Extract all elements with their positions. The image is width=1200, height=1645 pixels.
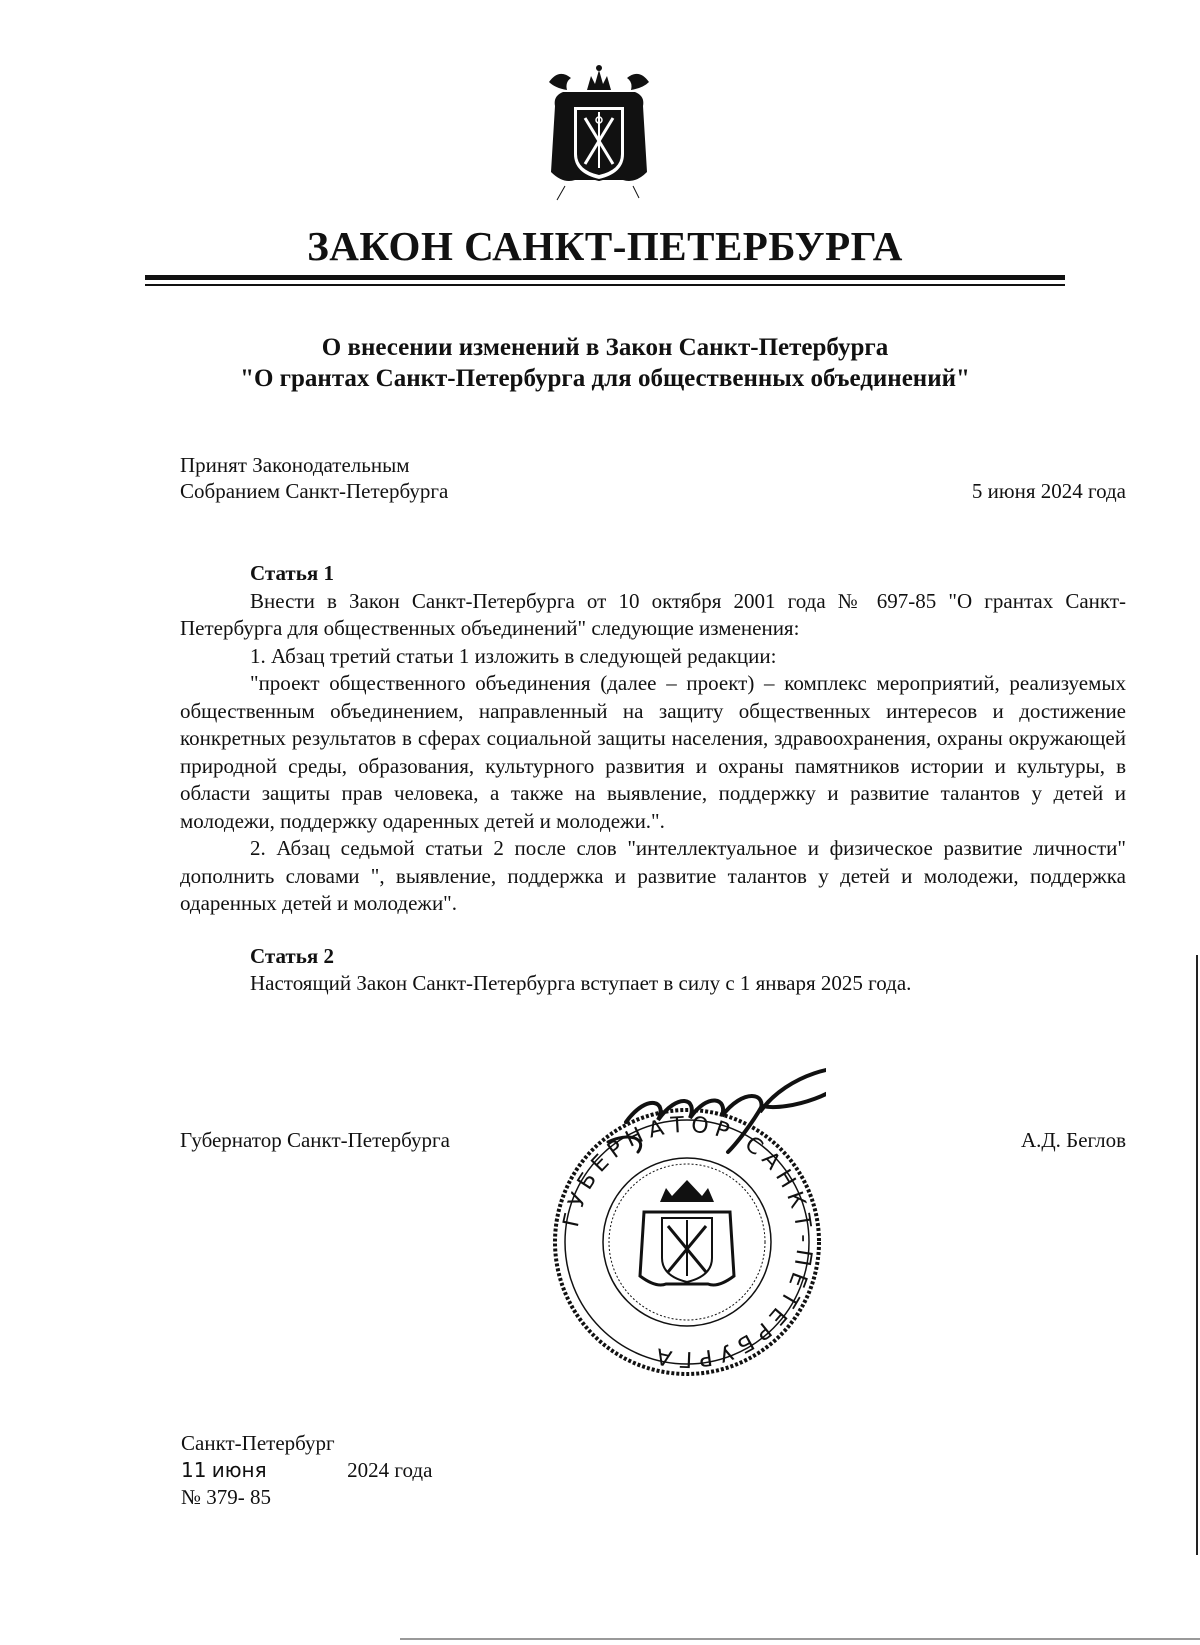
scan-bottom-line xyxy=(400,1638,1200,1640)
document-heading: ЗАКОН САНКТ-ПЕТЕРБУРГА xyxy=(307,223,903,269)
footer-number: № 379- 85 xyxy=(181,1485,272,1509)
subtitle-line-1: О внесении изменений в Закон Санкт-Петербурга xyxy=(321,334,889,361)
article-2-text: Настоящий Закон Санкт-Петербурга вступает в силу с 1 января 2025 года. xyxy=(250,971,912,995)
article-1-item-1-quote: "проект общественного объединения (далее – проект) – комплекс мероприятий, реализуемых общественным объединением, направленный на защиту общественных интересов и достижение конкретных результатов в сферах социальной защиты населения, здравоохранения, охраны окружающей природной среды, образования, культурного развития и охраны памятников истории и культуры, в области защиты прав человека, а также на выявление, поддержку и развитие талантов у детей и молодежи, поддержку одаренных детей и молодежи.". xyxy=(180,671,1126,833)
governor-name: А.Д. Беглов xyxy=(1020,1128,1126,1152)
seal-emblem-icon xyxy=(640,1180,734,1285)
adopted-by xyxy=(180,452,448,504)
adopted-line-1: Принят Законодательным xyxy=(180,453,410,477)
footer-day: 11 xyxy=(181,1458,207,1482)
footer-year: 2024 года xyxy=(347,1458,433,1482)
heading-rule-thin xyxy=(145,284,1065,286)
footer-date xyxy=(181,1457,432,1484)
article-1-title: Статья 1 xyxy=(250,561,334,585)
svg-text:ГУБЕРНАТОР САНКТ-ПЕТЕРБУРГА: ГУБЕРНАТОР САНКТ-ПЕТЕРБУРГА xyxy=(558,1112,817,1372)
governor-seal xyxy=(548,1062,826,1380)
adopted-date: 5 июня 2024 года xyxy=(971,479,1126,503)
article-2-title: Статья 2 xyxy=(250,943,334,968)
heading-rule-thick xyxy=(145,275,1065,280)
adopted-line-2: Собранием Санкт-Петербурга xyxy=(180,479,449,503)
footer-month: июня xyxy=(211,1458,267,1482)
article-1-item-1: 1. Абзац третий статьи 1 изложить в следующей редакции: xyxy=(250,643,777,668)
footer-city: Санкт-Петербург xyxy=(181,1431,335,1455)
subtitle-line-2: "О грантах Санкт-Петербурга для общественных объединений" xyxy=(240,365,970,392)
article-1-intro: Внести в Закон Санкт-Петербурга от 10 октября 2001 года № 697-85 "О грантах Санкт-Петербурга для общественных объединений" следующие изменения: xyxy=(180,588,1126,640)
coat-of-arms-icon xyxy=(535,62,663,202)
article-1-item-2: 2. Абзац седьмой статьи 2 после слов "интеллектуальное и физическое развитие личности" дополнить словами ", выявление, поддержка и развитие талантов у детей и молодежи, поддержка одаренных детей и молодежи". xyxy=(180,836,1126,915)
law-subtitle xyxy=(145,332,1065,394)
footer-details xyxy=(181,1430,432,1511)
article-gap xyxy=(180,918,1126,943)
scan-edge-line xyxy=(1196,955,1198,1555)
law-body xyxy=(180,560,1126,998)
governor-title: Губернатор Санкт-Петербурга xyxy=(180,1128,450,1152)
